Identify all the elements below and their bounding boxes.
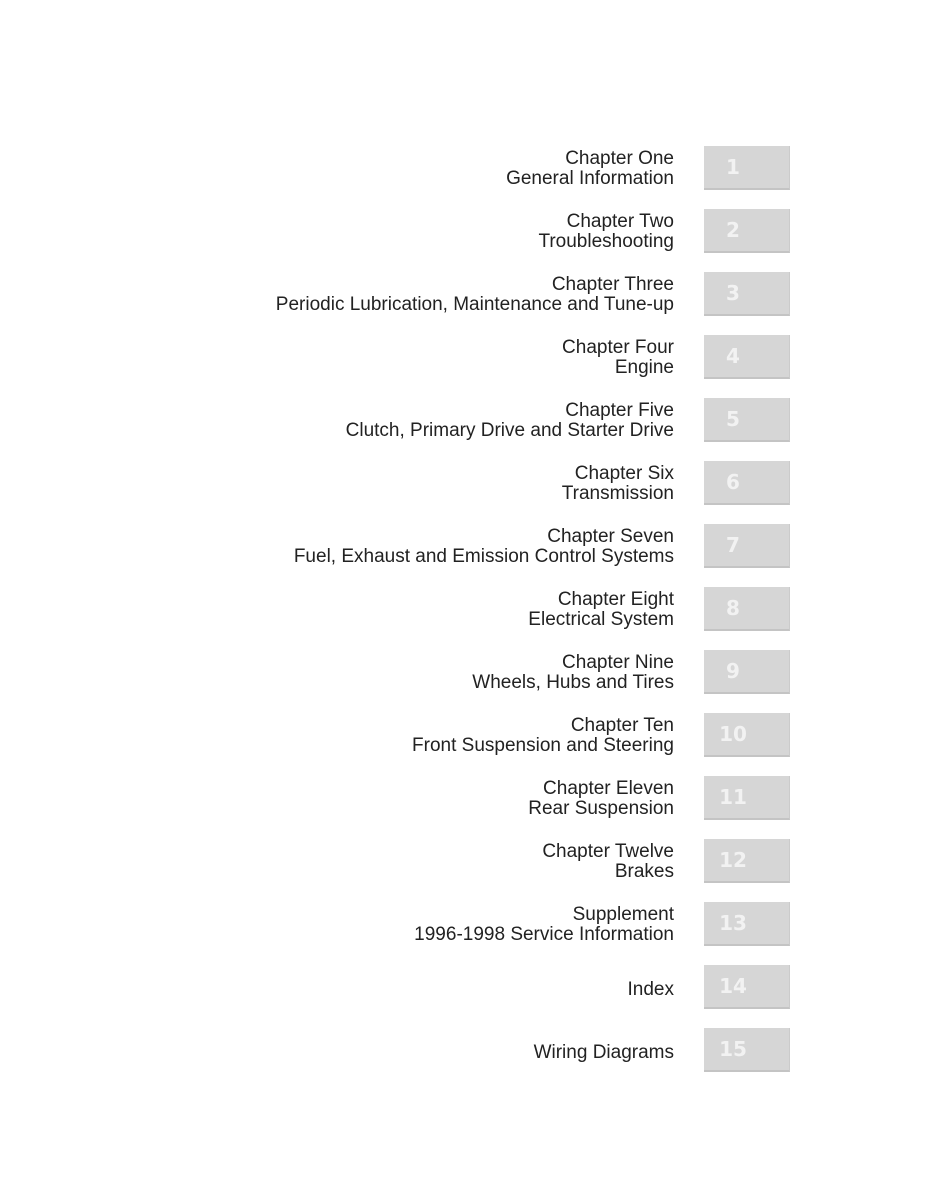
chapter-tab[interactable] [704, 1028, 790, 1072]
chapter-title: Chapter Five [565, 400, 674, 421]
toc-entry[interactable] [0, 902, 931, 965]
chapter-title: Chapter Two [566, 211, 674, 232]
chapter-tab[interactable] [704, 146, 790, 190]
chapter-tab-number: 7 [726, 533, 740, 557]
toc-entry[interactable] [0, 398, 931, 461]
chapter-subtitle: Brakes [614, 861, 674, 882]
chapter-tab[interactable] [704, 335, 790, 379]
chapter-subtitle: Rear Suspension [528, 798, 674, 819]
toc-entry-text [562, 464, 674, 504]
chapter-tab-number: 2 [726, 218, 740, 242]
chapter-subtitle: Wheels, Hubs and Tires [472, 672, 674, 693]
toc-entry-text [412, 716, 674, 756]
chapter-title: Chapter Six [574, 463, 674, 484]
toc-entry-text [628, 980, 674, 1000]
toc-entry[interactable] [0, 587, 931, 650]
chapter-tab[interactable] [704, 272, 790, 316]
toc-entry-text [276, 275, 674, 315]
toc-entry[interactable] [0, 713, 931, 776]
toc-entry-text [414, 905, 674, 945]
chapter-tab-number: 11 [719, 785, 747, 809]
chapter-tab[interactable] [704, 902, 790, 946]
toc-entry-text [538, 212, 674, 252]
chapter-tab-number: 10 [719, 722, 747, 746]
chapter-subtitle: Front Suspension and Steering [412, 735, 674, 756]
chapter-subtitle: Electrical System [528, 609, 674, 630]
toc-entry-text [294, 527, 674, 567]
toc-entry[interactable] [0, 461, 931, 524]
table-of-contents [0, 146, 931, 1091]
toc-entry-text [528, 779, 674, 819]
chapter-tab[interactable] [704, 776, 790, 820]
chapter-title: Chapter One [565, 148, 674, 169]
chapter-title: Index [627, 979, 674, 1000]
toc-entry-text [562, 338, 674, 378]
toc-entry-text [346, 401, 674, 441]
chapter-tab-number: 6 [726, 470, 740, 494]
toc-entry[interactable] [0, 209, 931, 272]
chapter-title: Chapter Three [551, 274, 674, 295]
chapter-tab-number: 12 [719, 848, 747, 872]
chapter-title: Chapter Four [562, 337, 674, 358]
chapter-tab[interactable] [704, 839, 790, 883]
toc-entry[interactable] [0, 776, 931, 839]
chapter-tab-number: 4 [726, 344, 740, 368]
chapter-subtitle: Fuel, Exhaust and Emission Control Systems [293, 546, 674, 567]
toc-entry[interactable] [0, 146, 931, 209]
chapter-tab[interactable] [704, 461, 790, 505]
chapter-tab-number: 14 [719, 974, 747, 998]
chapter-title: Chapter Seven [547, 526, 674, 547]
chapter-tab-number: 3 [726, 281, 740, 305]
chapter-tab-number: 8 [726, 596, 740, 620]
chapter-tab-number: 5 [726, 407, 740, 431]
chapter-title: Supplement [572, 904, 674, 925]
toc-entry-text [528, 590, 674, 630]
chapter-tab-number: 15 [719, 1037, 747, 1061]
chapter-tab[interactable] [704, 524, 790, 568]
toc-entry[interactable] [0, 965, 931, 1028]
chapter-title: Chapter Twelve [542, 841, 674, 862]
chapter-subtitle: Engine [614, 357, 674, 378]
chapter-tab[interactable] [704, 713, 790, 757]
toc-entry[interactable] [0, 839, 931, 902]
chapter-tab-number: 13 [719, 911, 747, 935]
toc-entry-text [506, 149, 674, 189]
toc-entry[interactable] [0, 1028, 931, 1091]
chapter-subtitle: Clutch, Primary Drive and Starter Drive [345, 420, 674, 441]
toc-entry-text [534, 1043, 674, 1063]
toc-entry-text [472, 653, 674, 693]
toc-entry[interactable] [0, 335, 931, 398]
chapter-tab-number: 1 [726, 155, 740, 179]
chapter-tab[interactable] [704, 965, 790, 1009]
chapter-subtitle: Periodic Lubrication, Maintenance and Tune-up [275, 294, 674, 315]
toc-entry[interactable] [0, 650, 931, 713]
chapter-title: Chapter Nine [562, 652, 674, 673]
chapter-title: Chapter Eleven [543, 778, 674, 799]
chapter-subtitle: General Information [506, 168, 674, 189]
chapter-tab-number: 9 [726, 659, 740, 683]
chapter-tab[interactable] [704, 398, 790, 442]
chapter-title: Chapter Ten [570, 715, 674, 736]
chapter-tab[interactable] [704, 587, 790, 631]
chapter-subtitle: Troubleshooting [538, 231, 674, 252]
toc-entry[interactable] [0, 272, 931, 335]
chapter-tab[interactable] [704, 650, 790, 694]
chapter-subtitle: 1996-1998 Service Information [414, 924, 674, 945]
chapter-title: Wiring Diagrams [533, 1042, 674, 1063]
chapter-title: Chapter Eight [557, 589, 674, 610]
chapter-tab[interactable] [704, 209, 790, 253]
chapter-subtitle: Transmission [561, 483, 674, 504]
toc-entry[interactable] [0, 524, 931, 587]
toc-entry-text [542, 842, 674, 882]
